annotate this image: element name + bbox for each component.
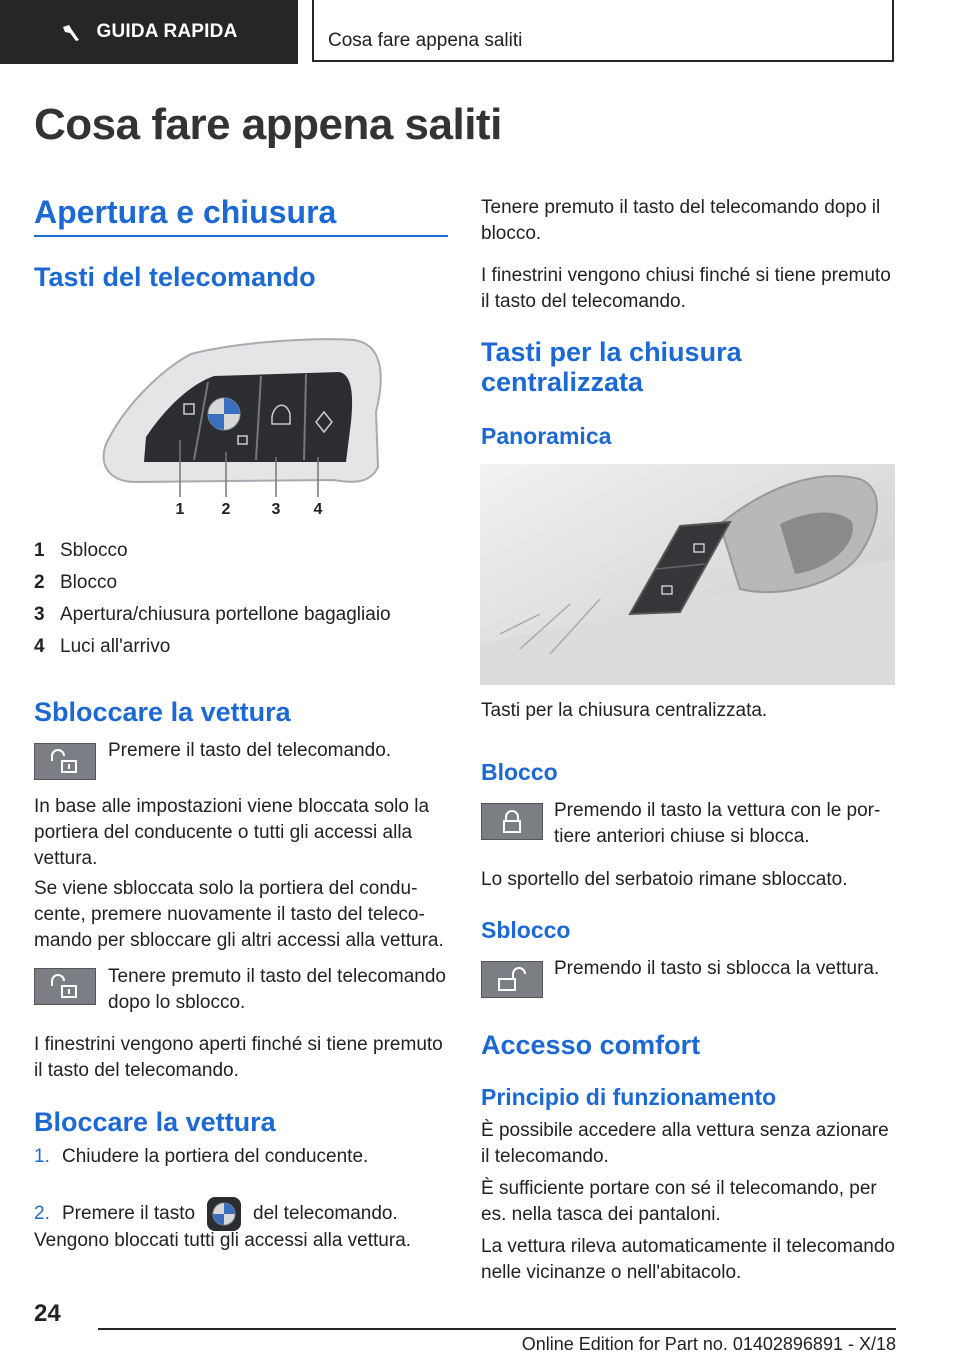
windows-open-para: I finestrini vengono aperti finché si tiene premuto il tasto del telecomando. xyxy=(34,1034,443,1081)
comfort-para-1: È possibile accedere alla vettura senza azionare il telecomando. xyxy=(481,1120,889,1167)
unlock-icon xyxy=(48,974,82,1000)
section-breadcrumb xyxy=(312,0,894,62)
windows-close-para: I finestrini vengono chiusi finché si tiene premuto il tasto del telecomando. xyxy=(481,265,891,312)
legend-number: 3 xyxy=(34,604,45,625)
page-number: 24 xyxy=(34,1300,61,1327)
legend-text: Luci all'arrivo xyxy=(60,636,171,657)
hold-instruction: Tenere premuto il tasto del telecomando dopo lo sblocco. xyxy=(108,966,446,1013)
fuel-flap-para: Lo sportello del serbatoio rimane sbloccato. xyxy=(481,869,848,890)
heading-accesso-comfort: Accesso comfort xyxy=(481,1030,701,1060)
door-panel-image xyxy=(480,464,895,685)
bmw-logo-icon xyxy=(207,1197,241,1231)
all-locked-para: Vengono bloccati tutti gli accessi alla vettura. xyxy=(34,1230,412,1251)
unlock-para-2: Se viene sbloccata solo la portiera del conducente, premere nuovamente il tasto del telecomando per sbloccare gli altri accessi alla vettura. xyxy=(34,878,444,951)
step-text: Chiudere la portiera del conducente. xyxy=(62,1146,369,1167)
comfort-para-2: È sufficiente portare con sé il telecomando, per es. nella tasca dei pantaloni. xyxy=(481,1178,877,1225)
blocco-instruction: Premendo il tasto la vettura con le portiere anteriori chiuse si blocca. xyxy=(554,800,881,847)
heading-principio: Principio di funzionamento xyxy=(481,1084,777,1110)
legend-item xyxy=(34,604,454,626)
legend-text: Sblocco xyxy=(60,540,128,561)
step-number: 2. xyxy=(34,1203,50,1224)
heading-blocco: Blocco xyxy=(481,759,558,785)
unlock-icon xyxy=(48,749,82,775)
heading-tasti-telecomando: Tasti del telecomando xyxy=(34,262,316,292)
lock-key-icon xyxy=(481,803,543,840)
quick-guide-tab[interactable] xyxy=(0,0,298,64)
panoramica-caption: Tasti per la chiusura centralizzata. xyxy=(481,700,768,721)
heading-apertura: Apertura e chiusura xyxy=(34,194,337,230)
footer-edition: Online Edition for Part no. 01402896891 - X/18 xyxy=(521,1334,896,1354)
page-title: Cosa fare appena saliti xyxy=(34,100,502,149)
unlock-key-icon xyxy=(34,968,96,1005)
unlock-key-icon xyxy=(481,961,543,998)
heading-sbloccare: Sbloccare la vettura xyxy=(34,697,291,727)
lightning-icon xyxy=(60,21,82,43)
hold-lock-para: Tenere premuto il tasto del telecomando dopo il blocco. xyxy=(481,197,881,244)
heading-underline xyxy=(34,235,448,237)
unlock-key-icon xyxy=(34,743,96,780)
step-1 xyxy=(34,1146,368,1168)
heading-bloccare: Bloccare la vettura xyxy=(34,1107,276,1137)
unlock-icon xyxy=(495,967,529,993)
heading-panoramica: Panoramica xyxy=(481,423,612,449)
key-fob-image xyxy=(96,332,386,522)
legend-number: 2 xyxy=(34,572,45,593)
step-text: del telecomando. xyxy=(253,1203,398,1224)
legend-item xyxy=(34,572,454,594)
footer-divider xyxy=(98,1328,896,1330)
step-2 xyxy=(34,1197,398,1231)
heading-tasti-chiusura: Tasti per la chiusura centralizzata xyxy=(481,337,742,397)
unlock-instruction: Premere il tasto del telecomando. xyxy=(108,740,392,761)
key-callout-1: 1 xyxy=(175,501,185,518)
key-callout-4: 4 xyxy=(313,501,323,518)
key-callout-2: 2 xyxy=(221,501,231,518)
step-text: Premere il tasto xyxy=(62,1203,196,1224)
legend-item xyxy=(34,636,454,658)
legend-item xyxy=(34,540,454,562)
legend-text: Blocco xyxy=(60,572,118,593)
step-number: 1. xyxy=(34,1146,50,1167)
legend-text: Apertura/chiusura portellone bagagliaio xyxy=(60,604,391,625)
unlock-para-1: In base alle impostazioni viene bloccata solo la portiera del conducente o tutti gli accessi alla vettura. xyxy=(34,796,430,869)
section-title: Cosa fare appena saliti xyxy=(328,30,523,51)
legend-number: 1 xyxy=(34,540,45,561)
lock-icon xyxy=(495,809,529,835)
legend-number: 4 xyxy=(34,636,45,657)
comfort-para-3: La vettura rileva automaticamente il telecomando nelle vicinanze o nell'abitacolo. xyxy=(481,1236,896,1283)
quick-guide-label: GUIDA RAPIDA xyxy=(96,21,238,42)
key-callout-3: 3 xyxy=(271,501,281,518)
heading-sblocco: Sblocco xyxy=(481,917,571,943)
sblocco-instruction: Premendo il tasto si sblocca la vettura. xyxy=(554,958,880,979)
